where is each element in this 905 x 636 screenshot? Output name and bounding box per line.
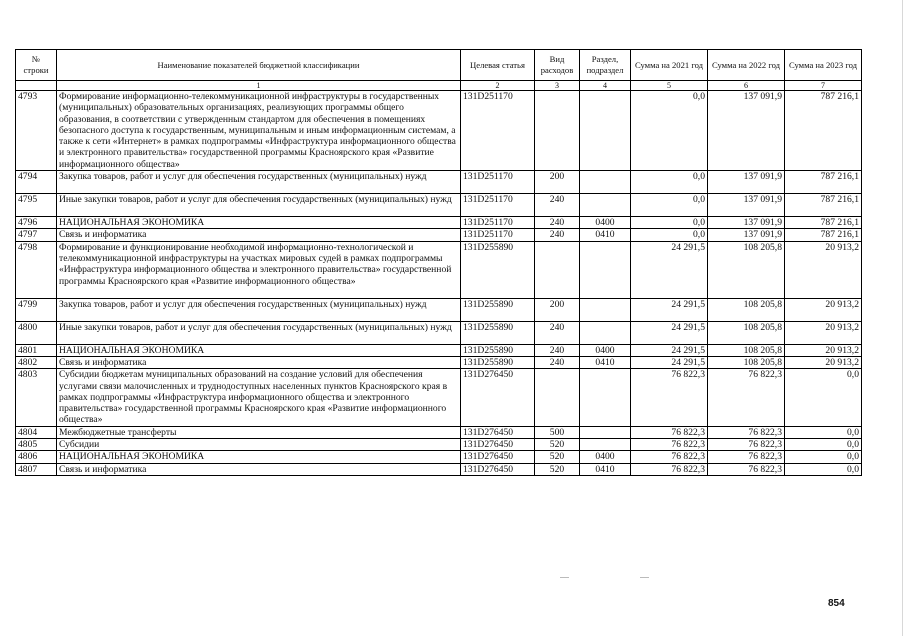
row-sum-2023: 20 913,2 [785,356,862,368]
row-sum-2021: 0,0 [631,91,708,171]
column-number: 1 [57,81,461,91]
row-section [580,194,631,217]
row-section: 0400 [580,451,631,463]
table-row [16,241,862,298]
table-row [16,171,862,194]
row-target-article: 131D276450 [461,439,535,451]
table-row [16,298,862,321]
row-number: 4805 [16,439,57,451]
row-target-article: 131D255890 [461,241,535,298]
row-sum-2021: 24 291,5 [631,321,708,344]
scan-mark [640,577,649,578]
row-section [580,91,631,171]
table-row [16,426,862,438]
row-number: 4794 [16,171,57,194]
row-sum-2023: 20 913,2 [785,241,862,298]
table-row [16,194,862,217]
table-row [16,369,862,426]
row-target-article: 131D276450 [461,426,535,438]
row-sum-2023: 787 216,1 [785,91,862,171]
table-row [16,321,862,344]
row-section: 0410 [580,356,631,368]
row-name: Межбюджетные трансферты [57,426,461,438]
row-sum-2022: 108 205,8 [708,344,785,356]
row-expense-kind: 240 [535,217,580,229]
column-number [16,81,57,91]
row-sum-2023: 0,0 [785,426,862,438]
row-sum-2022: 137 091,9 [708,217,785,229]
row-target-article: 131D255890 [461,298,535,321]
row-sum-2022: 108 205,8 [708,356,785,368]
row-sum-2022: 76 822,3 [708,426,785,438]
row-section: 0410 [580,463,631,475]
row-section [580,171,631,194]
row-target-article: 131D276450 [461,369,535,426]
row-expense-kind: 240 [535,356,580,368]
row-sum-2021: 76 822,3 [631,369,708,426]
row-name: Закупка товаров, работ и услуг для обеспечения государственных (муниципальных) нужд [57,298,461,321]
table-row [16,229,862,241]
row-name: Субсидии [57,439,461,451]
row-section: 0400 [580,217,631,229]
table-row [16,344,862,356]
row-expense-kind: 200 [535,298,580,321]
row-name: Закупка товаров, работ и услуг для обеспечения государственных (муниципальных) нужд [57,171,461,194]
column-number: 3 [535,81,580,91]
row-sum-2021: 76 822,3 [631,463,708,475]
row-sum-2021: 0,0 [631,217,708,229]
header-sum-2021: Сумма на 2021 год [631,50,708,81]
row-number: 4800 [16,321,57,344]
row-sum-2021: 0,0 [631,171,708,194]
column-number: 4 [580,81,631,91]
row-target-article: 131D251170 [461,229,535,241]
row-name: Иные закупки товаров, работ и услуг для обеспечения государственных (муниципальных) нужд [57,194,461,217]
row-number: 4804 [16,426,57,438]
row-section [580,439,631,451]
row-name: Иные закупки товаров, работ и услуг для обеспечения государственных (муниципальных) нужд [57,321,461,344]
header-section: Раздел, подраздел [580,50,631,81]
row-number: 4798 [16,241,57,298]
row-sum-2023: 787 216,1 [785,194,862,217]
table-row [16,356,862,368]
row-number: 4802 [16,356,57,368]
header-sum-2023: Сумма на 2023 год [785,50,862,81]
row-sum-2021: 76 822,3 [631,451,708,463]
row-sum-2021: 24 291,5 [631,298,708,321]
row-expense-kind: 520 [535,439,580,451]
row-expense-kind: 200 [535,171,580,194]
row-name: Связь и информатика [57,229,461,241]
row-target-article: 131D251170 [461,194,535,217]
row-target-article: 131D251170 [461,171,535,194]
header-name: Наименование показателей бюджетной классификации [57,50,461,81]
row-sum-2022: 108 205,8 [708,298,785,321]
row-section [580,298,631,321]
table-row [16,463,862,475]
row-section [580,241,631,298]
row-sum-2021: 0,0 [631,229,708,241]
column-number: 2 [461,81,535,91]
row-expense-kind [535,369,580,426]
column-number: 5 [631,81,708,91]
row-sum-2021: 0,0 [631,194,708,217]
row-sum-2023: 787 216,1 [785,171,862,194]
row-sum-2021: 24 291,5 [631,356,708,368]
page-number: 854 [828,598,845,609]
row-sum-2023: 0,0 [785,451,862,463]
row-section: 0410 [580,229,631,241]
row-expense-kind [535,241,580,298]
row-sum-2022: 76 822,3 [708,463,785,475]
row-number: 4795 [16,194,57,217]
row-expense-kind: 240 [535,321,580,344]
row-expense-kind: 500 [535,426,580,438]
row-sum-2022: 137 091,9 [708,194,785,217]
row-sum-2022: 76 822,3 [708,451,785,463]
row-target-article: 131D251170 [461,217,535,229]
page-edge [902,0,903,636]
row-number: 4797 [16,229,57,241]
row-sum-2023: 20 913,2 [785,321,862,344]
row-expense-kind: 520 [535,451,580,463]
row-name: НАЦИОНАЛЬНАЯ ЭКОНОМИКА [57,451,461,463]
row-target-article: 131D276450 [461,451,535,463]
row-number: 4801 [16,344,57,356]
header-sum-2022: Сумма на 2022 год [708,50,785,81]
row-sum-2021: 24 291,5 [631,241,708,298]
row-name: Связь и информатика [57,356,461,368]
row-expense-kind: 240 [535,344,580,356]
row-target-article: 131D251170 [461,91,535,171]
header-target-article: Целевая статья [461,50,535,81]
row-expense-kind: 240 [535,229,580,241]
row-name: НАЦИОНАЛЬНАЯ ЭКОНОМИКА [57,344,461,356]
row-sum-2023: 20 913,2 [785,298,862,321]
row-sum-2023: 0,0 [785,463,862,475]
row-number: 4807 [16,463,57,475]
row-sum-2021: 24 291,5 [631,344,708,356]
row-sum-2022: 137 091,9 [708,171,785,194]
table-row [16,451,862,463]
row-expense-kind: 240 [535,194,580,217]
row-section [580,321,631,344]
row-sum-2022: 108 205,8 [708,321,785,344]
row-sum-2022: 76 822,3 [708,439,785,451]
table-row [16,217,862,229]
row-name: Формирование информационно-телекоммуникационной инфраструктуры в государственных (муниципальных) образовательных организациях, реализующих программы общего образования, в соответствии с утвержденным стандартом для обеспечения в помещениях безопасного доступа к государственным, муниципальным и иным информационным системам, а также к сети «Интернет» в рамках подпрограммы «Инфраструктура информационного общества и электронного правительства» государственной программы Красноярского края «Развитие информационного общества» [57,91,461,171]
row-target-article: 131D276450 [461,463,535,475]
row-sum-2023: 0,0 [785,369,862,426]
row-sum-2023: 20 913,2 [785,344,862,356]
row-number: 4796 [16,217,57,229]
row-name: Формирование и функционирование необходимой информационно-технологической и телекоммуникационной инфраструктуры на участках мировых судей в рамках подпрограммы «Инфраструктура информационного общества и электронного правительства» государственной программы Красноярского края «Развитие информационного общества» [57,241,461,298]
row-sum-2021: 76 822,3 [631,426,708,438]
row-section [580,426,631,438]
row-sum-2023: 0,0 [785,439,862,451]
row-number: 4803 [16,369,57,426]
row-sum-2022: 137 091,9 [708,91,785,171]
table-row [16,439,862,451]
column-number: 6 [708,81,785,91]
row-expense-kind [535,91,580,171]
row-expense-kind: 520 [535,463,580,475]
row-section [580,369,631,426]
row-number: 4799 [16,298,57,321]
table-row [16,91,862,171]
row-number: 4806 [16,451,57,463]
row-section: 0400 [580,344,631,356]
row-sum-2022: 76 822,3 [708,369,785,426]
row-name: Связь и информатика [57,463,461,475]
budget-table [15,49,862,476]
scan-mark [560,577,569,578]
header-expense-kind: Вид расходов [535,50,580,81]
row-target-article: 131D255890 [461,356,535,368]
row-sum-2023: 787 216,1 [785,217,862,229]
row-sum-2021: 76 822,3 [631,439,708,451]
row-sum-2022: 137 091,9 [708,229,785,241]
row-target-article: 131D255890 [461,321,535,344]
row-name: НАЦИОНАЛЬНАЯ ЭКОНОМИКА [57,217,461,229]
row-sum-2022: 108 205,8 [708,241,785,298]
header-row-number: № строки [16,50,57,81]
row-number: 4793 [16,91,57,171]
row-target-article: 131D255890 [461,344,535,356]
column-number: 7 [785,81,862,91]
row-name: Субсидии бюджетам муниципальных образований на создание условий для обеспечения услугами связи малочисленных и труднодоступных населенных пунктов Красноярского края в рамках подпрограммы «Инфраструктура информационного общества и электронного правительства» государственной программы Красноярского края «Развитие информационного общества» [57,369,461,426]
row-sum-2023: 787 216,1 [785,229,862,241]
